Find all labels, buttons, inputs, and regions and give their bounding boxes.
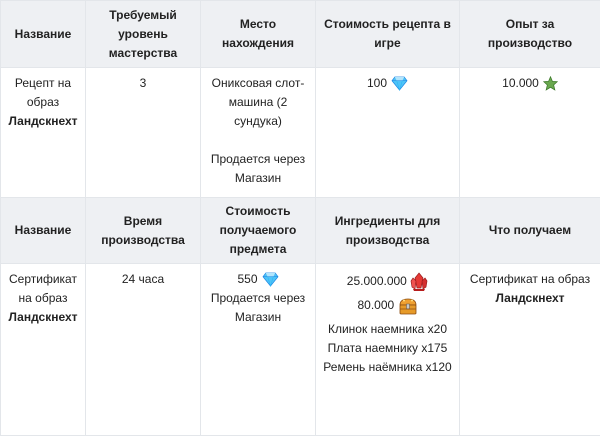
header-recipe-cost: Стоимость рецепта в игре — [316, 1, 460, 68]
treasure-chest-icon — [398, 298, 418, 312]
item-shop-text: Продается через Магазин — [210, 291, 306, 324]
header-required-level: Требуемый уровень мастерства — [86, 1, 201, 68]
recipe-cost-value: 100 — [366, 76, 388, 90]
table-row-recipe — [1, 68, 600, 198]
red-crystals-icon — [410, 274, 428, 288]
exp-value: 10.000 — [502, 76, 539, 90]
cell-certificate-name — [1, 264, 86, 436]
item-cost-value: 550 — [237, 272, 258, 286]
cell-item-cost — [201, 264, 316, 436]
header-production-exp: Опыт за производство — [460, 1, 600, 68]
header-name-2: Название — [1, 198, 86, 264]
diamond-icon — [262, 270, 279, 289]
location-text: Ониксовая слот-машина (2 сундука) — [211, 76, 305, 128]
star-icon — [543, 74, 558, 93]
recipe-name-bold: Ландскнехт — [8, 114, 78, 128]
cell-recipe-cost — [316, 68, 460, 198]
cell-production-exp — [460, 68, 600, 198]
result-text: Сертификат на образ — [469, 272, 591, 286]
header-location: Место нахождения — [201, 1, 316, 68]
ingredient-chest: 80.000 — [320, 296, 455, 316]
location-shop-text: Продается через Магазин — [210, 152, 306, 185]
header-result: Что получаем — [460, 198, 600, 264]
ingredient-blade: Клинок наемника x20 — [327, 322, 447, 336]
certificate-name-text: Сертификат на образ — [9, 272, 77, 305]
table-row-certificate — [1, 264, 600, 436]
ingredient-belt: Ремень наёмника x120 — [323, 360, 452, 374]
cell-ingredients — [316, 264, 460, 436]
header-production-time: Время производства — [86, 198, 201, 264]
result-bold: Ландскнехт — [495, 291, 565, 305]
cell-location — [201, 68, 316, 198]
diamond-icon — [391, 74, 408, 93]
ingredient-payment: Плата наемнику x175 — [327, 341, 448, 355]
header-item-cost: Стоимость получаемого предмета — [201, 198, 316, 264]
certificate-name-bold: Ландскнехт — [8, 310, 78, 324]
header-row-certificate — [1, 198, 600, 264]
cell-result — [460, 264, 600, 436]
header-ingredients: Ингредиенты для производства — [316, 198, 460, 264]
ingredient-crystals: 25.000.000 — [320, 272, 455, 292]
header-row-recipe — [1, 1, 600, 68]
cell-recipe-name — [1, 68, 86, 198]
header-name: Название — [1, 1, 86, 68]
cell-production-time: 24 часа — [86, 264, 201, 436]
recipe-name-text: Рецепт на образ — [14, 76, 72, 109]
cell-required-level: 3 — [86, 68, 201, 198]
